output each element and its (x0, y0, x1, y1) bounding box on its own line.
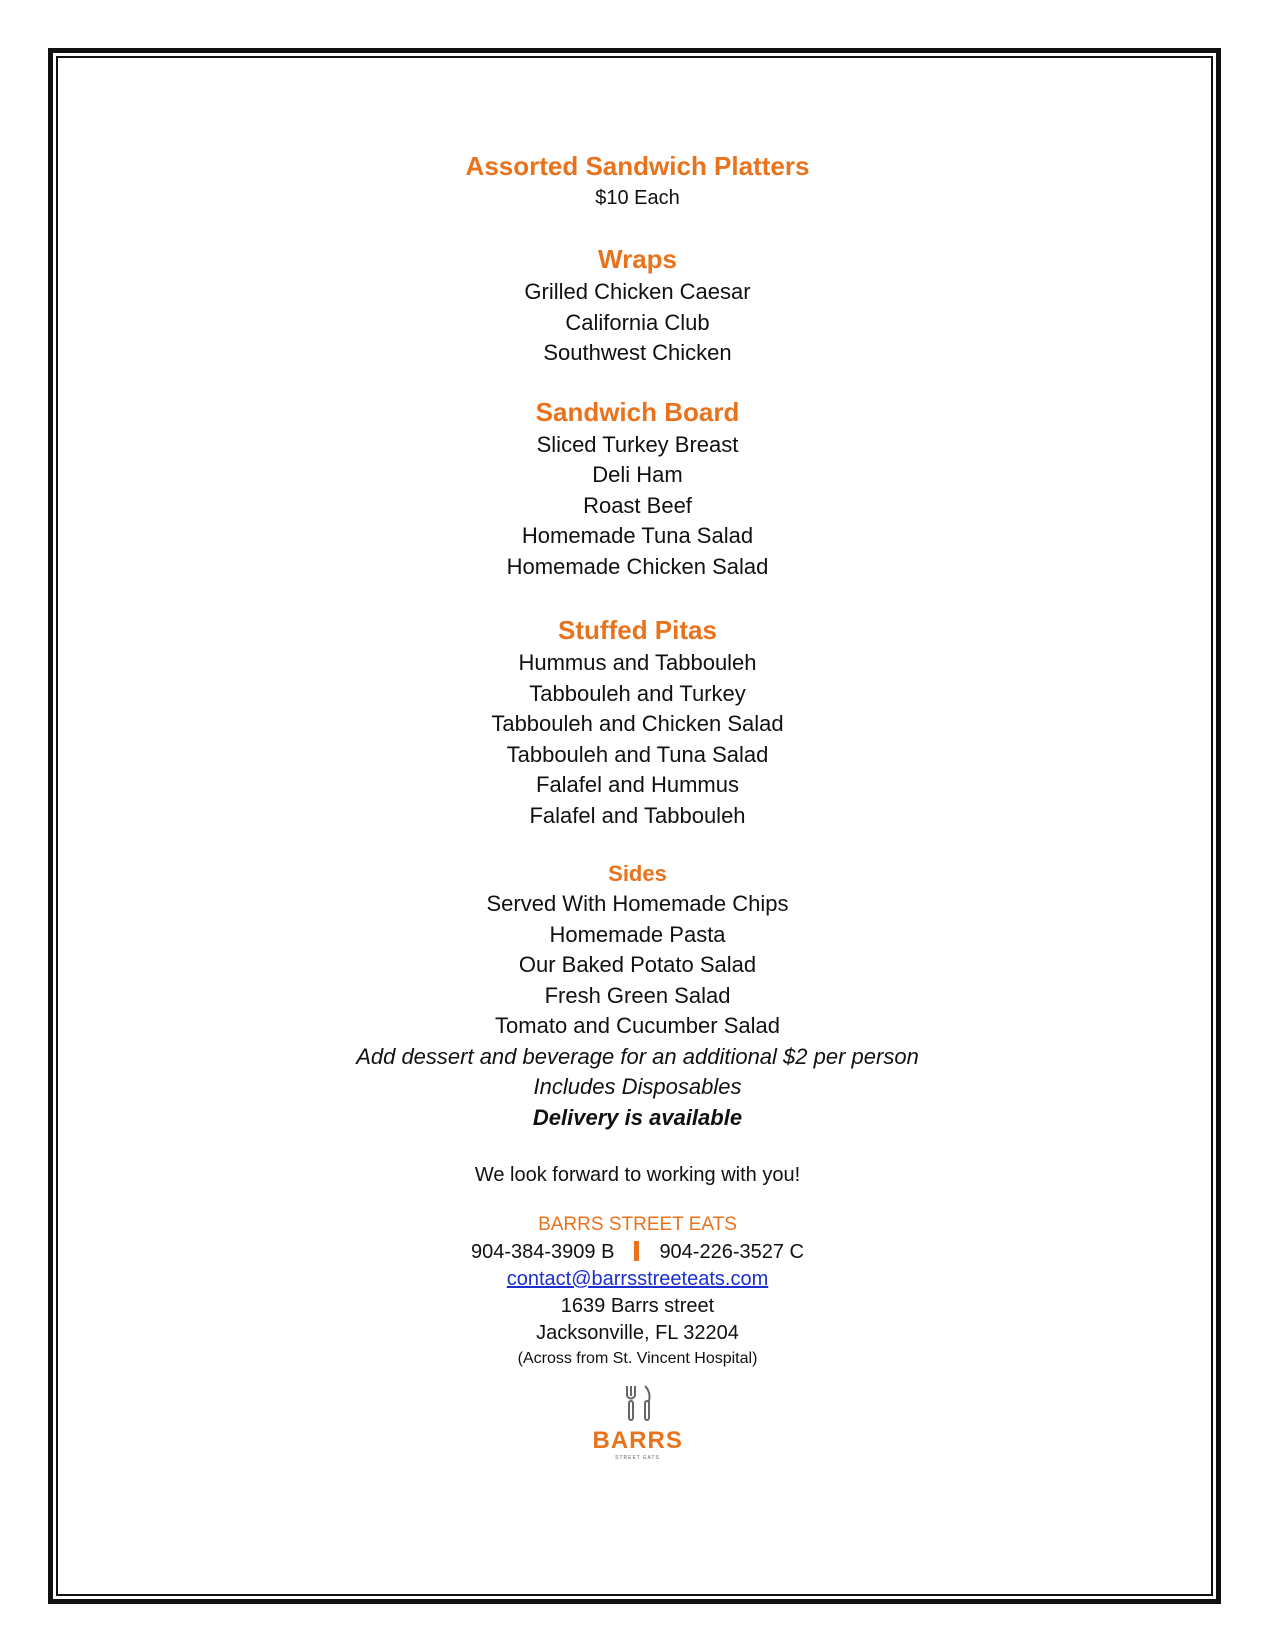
menu-item: Falafel and Tabbouleh (529, 802, 746, 828)
menu-item: Southwest Chicken (543, 340, 732, 365)
platter-price: $10 Each (595, 187, 680, 209)
fork-knife-icon (618, 1383, 658, 1423)
menu-item: Homemade Pasta (549, 921, 726, 947)
logo-wordmark: BARRS (592, 1427, 683, 1454)
menu-item: Roast Beef (583, 492, 692, 518)
menu-item: Sliced Turkey Breast (536, 431, 739, 457)
menu-item: Grilled Chicken Caesar (524, 279, 751, 304)
phone-c[interactable]: 904-226-3527 C (659, 1241, 804, 1263)
delivery-note: Delivery is available (532, 1104, 743, 1130)
menu-item: Tabbouleh and Tuna Salad (506, 741, 769, 767)
menu-item: Homemade Tuna Salad (521, 523, 754, 548)
section-heading-wraps: Wraps (598, 244, 677, 274)
business-name: BARRS STREET EATS (538, 1214, 737, 1235)
street-address: 1639 Barrs street (560, 1295, 715, 1317)
menu-item: Deli Ham (592, 462, 683, 487)
phone-line (0, 1239, 1275, 1266)
menu-item: Homemade Chicken Salad (506, 553, 769, 579)
phone-b[interactable]: 904-384-3909 B (470, 1241, 615, 1263)
menu-item: Tomato and Cucumber Salad (495, 1013, 780, 1038)
menu-item: Falafel and Hummus (536, 772, 739, 797)
section-heading-sides: Sides (608, 861, 667, 886)
section-heading-stuffed-pitas: Stuffed Pitas (558, 615, 717, 645)
brand-logo (593, 1383, 683, 1462)
menu-item: Tabbouleh and Turkey (529, 680, 746, 706)
email-line (0, 1266, 1275, 1293)
logo-subtitle: STREET EATS (615, 1455, 660, 1461)
dessert-note: Add dessert and beverage for an additional $2 per person (356, 1043, 919, 1069)
phone-separator (634, 1241, 639, 1261)
section-heading-sandwich-board: Sandwich Board (535, 396, 740, 427)
menu-item: Hummus and Tabbouleh (518, 650, 757, 675)
closing-line: We look forward to working with you! (474, 1164, 801, 1186)
email-link[interactable]: contact@barrsstreeteats.com (506, 1268, 769, 1290)
menu-item: Fresh Green Salad (544, 982, 731, 1008)
menu-content (0, 148, 1275, 1462)
menu-item: California Club (565, 309, 710, 335)
page-title: Assorted Sandwich Platters (465, 151, 810, 181)
menu-item: Our Baked Potato Salad (518, 952, 757, 977)
disposables-note: Includes Disposables (533, 1074, 742, 1099)
city-address: Jacksonville, FL 32204 (536, 1322, 739, 1344)
menu-item: Served With Homemade Chips (486, 891, 789, 916)
menu-item: Tabbouleh and Chicken Salad (491, 711, 784, 736)
landmark-note: (Across from St. Vincent Hospital) (517, 1350, 758, 1367)
